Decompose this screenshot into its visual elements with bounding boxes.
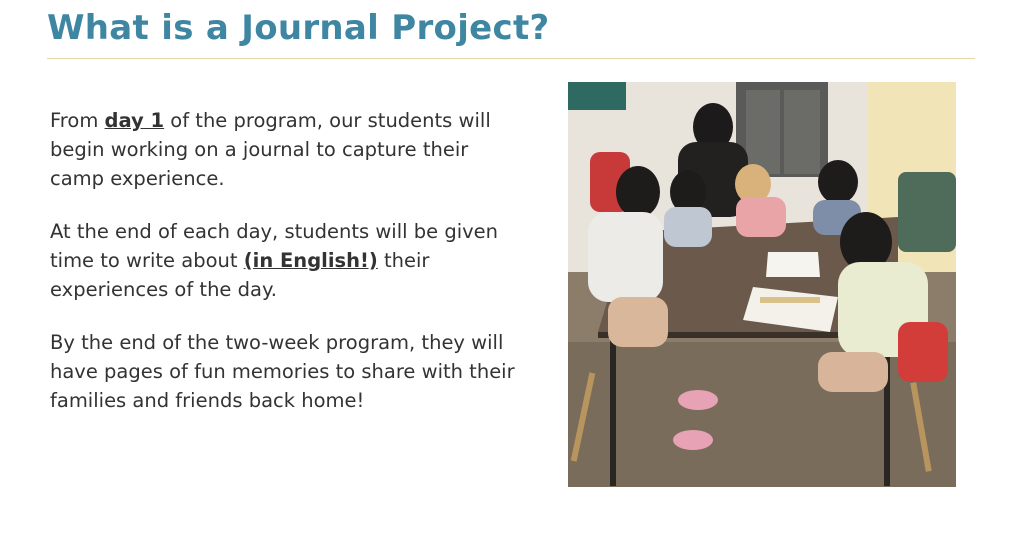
para1-text-after: of the program, our students will begin working on a journal to capture their camp experience. [50,109,491,190]
paragraph-3: By the end of the two-week program, they will have pages of fun memories to share with their families and friends back home! [50,331,515,412]
para2-text-after: their experiences of the day. [50,249,430,301]
title-divider [47,58,975,59]
para1-text-before: From [50,109,105,132]
paragraph-1 [50,106,520,193]
paragraph-2 [50,217,520,304]
slide-title: What is a Journal Project? [47,8,550,48]
para2-emphasis: (in English!) [243,249,378,272]
para2-text-before: At the end of each day, students will be given time to write about [50,220,499,272]
students-journaling-photo [568,82,956,487]
para1-emphasis: day 1 [104,109,165,132]
body-text [50,106,520,439]
